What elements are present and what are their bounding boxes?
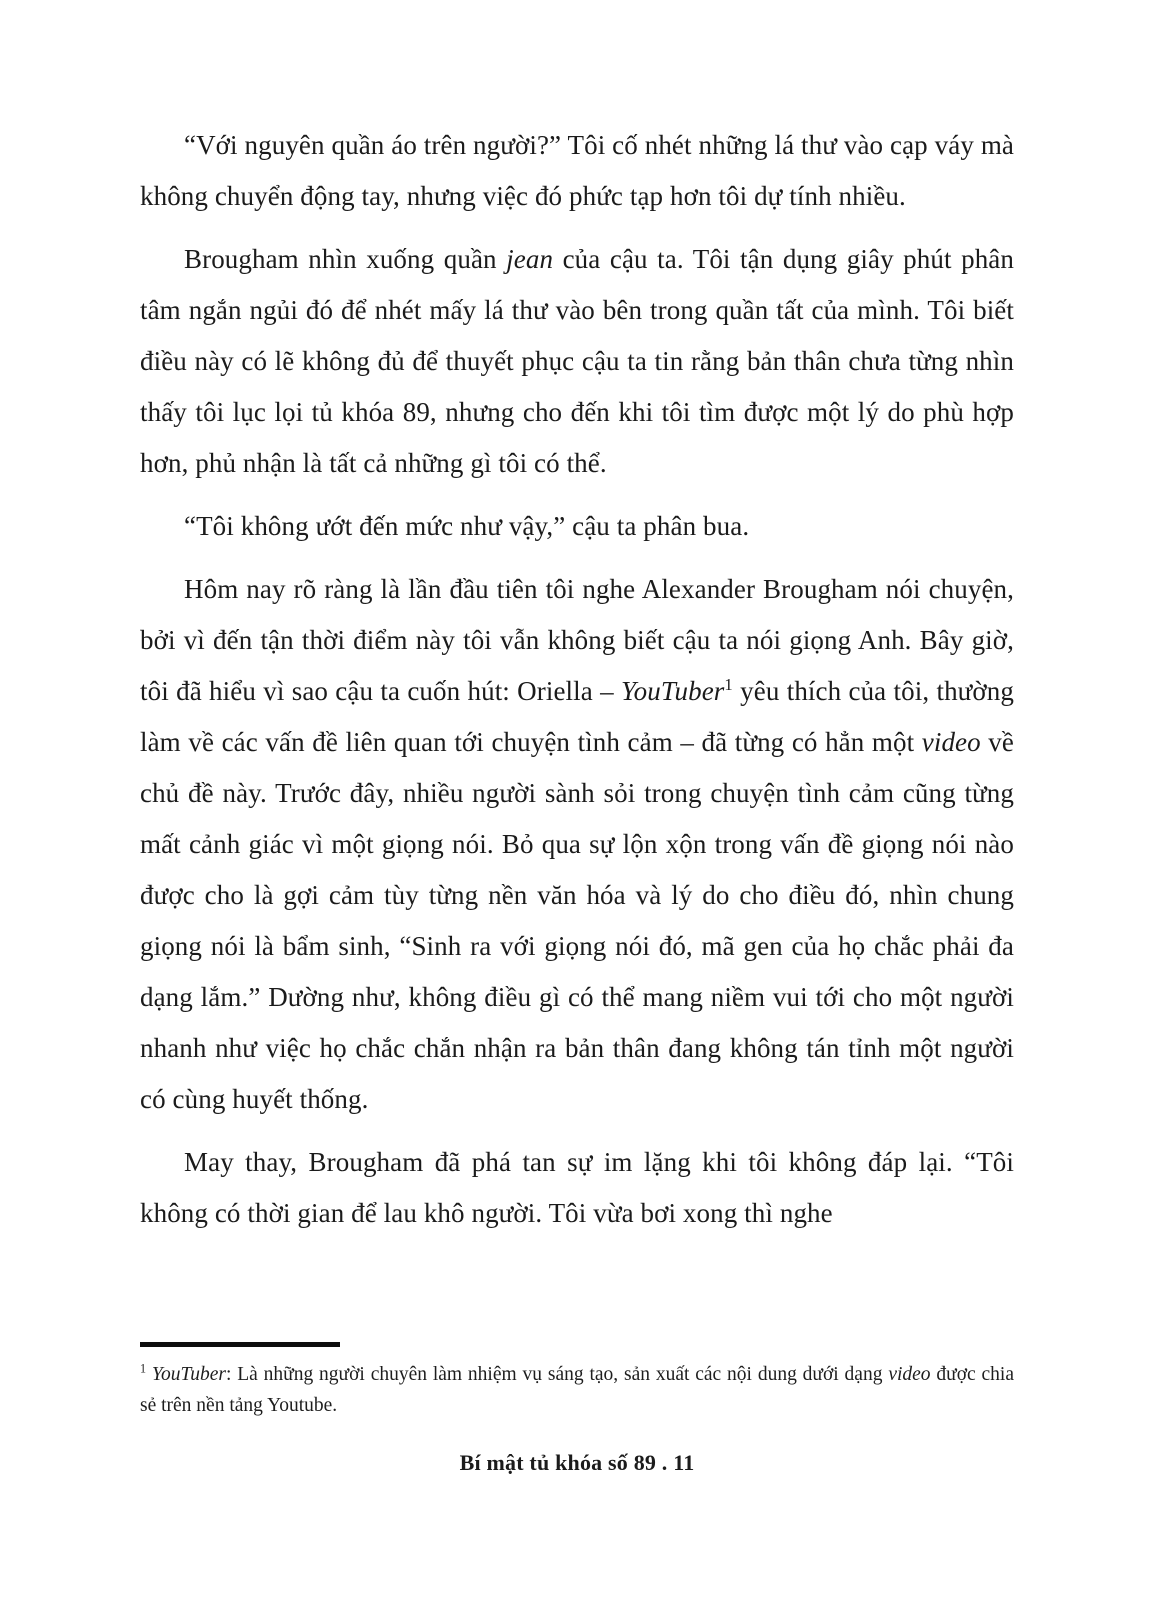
paragraph xyxy=(140,120,1014,222)
body-text xyxy=(140,120,1014,1251)
italic-run: video xyxy=(888,1364,931,1385)
text-run: về chủ đề này. Trước đây, nhiều người sành sỏi trong chuyện tình cảm cũng từng mất cảnh giác vì một giọng nói. Bỏ qua sự lộn xộn trong vấn đề giọng nói nào được cho là gợi cảm tùy từng nền văn hóa và lý do cho điều đó, nhìn chung giọng nói là bẩm sinh, “Sinh ra với giọng nói đó, mã gen của họ chắc phải đa dạng lắm.” Dường như, không điều gì có thể mang niềm vui tới cho một người nhanh như việc họ chắc chắn nhận ra bản thân đang không tán tỉnh một người có cùng huyết thống. xyxy=(140,727,1014,1114)
italic-run: YouTuber xyxy=(151,1364,226,1385)
italic-run: jean xyxy=(506,244,554,274)
text-run: Hôm nay rõ ràng là lần đầu tiên tôi nghe Alexander Brougham nói chuyện, bởi vì đến tận thời điểm này tôi vẫn không biết cậu ta nói giọng Anh. Bây giờ, tôi đã hiểu vì sao cậu ta cuốn hút: Oriella – xyxy=(140,574,1014,706)
running-footer-text: Bí mật tủ khóa số 89 . 11 xyxy=(459,1450,695,1475)
text-run: “Với nguyên quần áo trên người?” Tôi cố nhét những lá thư vào cạp váy mà không chuyển động tay, nhưng việc đó phức tạp hơn tôi dự tính nhiều. xyxy=(140,130,1014,211)
superscript-ref: 1 xyxy=(140,1361,147,1376)
text-run: được chia sẻ trên nền tảng Youtube. xyxy=(140,1364,1014,1416)
paragraph xyxy=(140,234,1014,489)
text-run: May thay, Brougham đã phá tan sự im lặng khi tôi không đáp lại. “Tôi không có thời gian để lau khô người. Tôi vừa bơi xong thì nghe xyxy=(140,1147,1014,1228)
footnote-text xyxy=(140,1359,1014,1421)
paragraph xyxy=(140,1137,1014,1239)
paragraph xyxy=(140,564,1014,1125)
text-run: của cậu ta. Tôi tận dụng giây phút phân tâm ngắn ngủi đó để nhét mấy lá thư vào bên trong quần tất của mình. Tôi biết điều này có lẽ không đủ để thuyết phục cậu ta tin rằng bản thân chưa từng nhìn thấy tôi lục lọi tủ khóa 89, nhưng cho đến khi tôi tìm được một lý do phù hợp hơn, phủ nhận là tất cả những gì tôi có thể. xyxy=(140,244,1014,478)
paragraph xyxy=(140,501,1014,552)
text-run: : Là những người chuyên làm nhiệm vụ sáng tạo, sản xuất các nội dung dưới dạng xyxy=(225,1364,889,1385)
text-run: “Tôi không ướt đến mức như vậy,” cậu ta phân bua. xyxy=(184,511,750,541)
text-run: yêu thích của tôi, thường làm về các vấn đề liên quan tới chuyện tình cảm – đã từng có hẳn một xyxy=(140,676,1014,757)
text-run: Brougham nhìn xuống quần xyxy=(184,244,507,274)
italic-run: video xyxy=(921,727,981,757)
footnote-block xyxy=(140,1342,1014,1421)
footnote-divider xyxy=(140,1342,340,1347)
page-footer xyxy=(140,1450,1014,1476)
italic-run: YouTuber xyxy=(621,676,725,706)
superscript-ref: 1 xyxy=(724,675,733,694)
